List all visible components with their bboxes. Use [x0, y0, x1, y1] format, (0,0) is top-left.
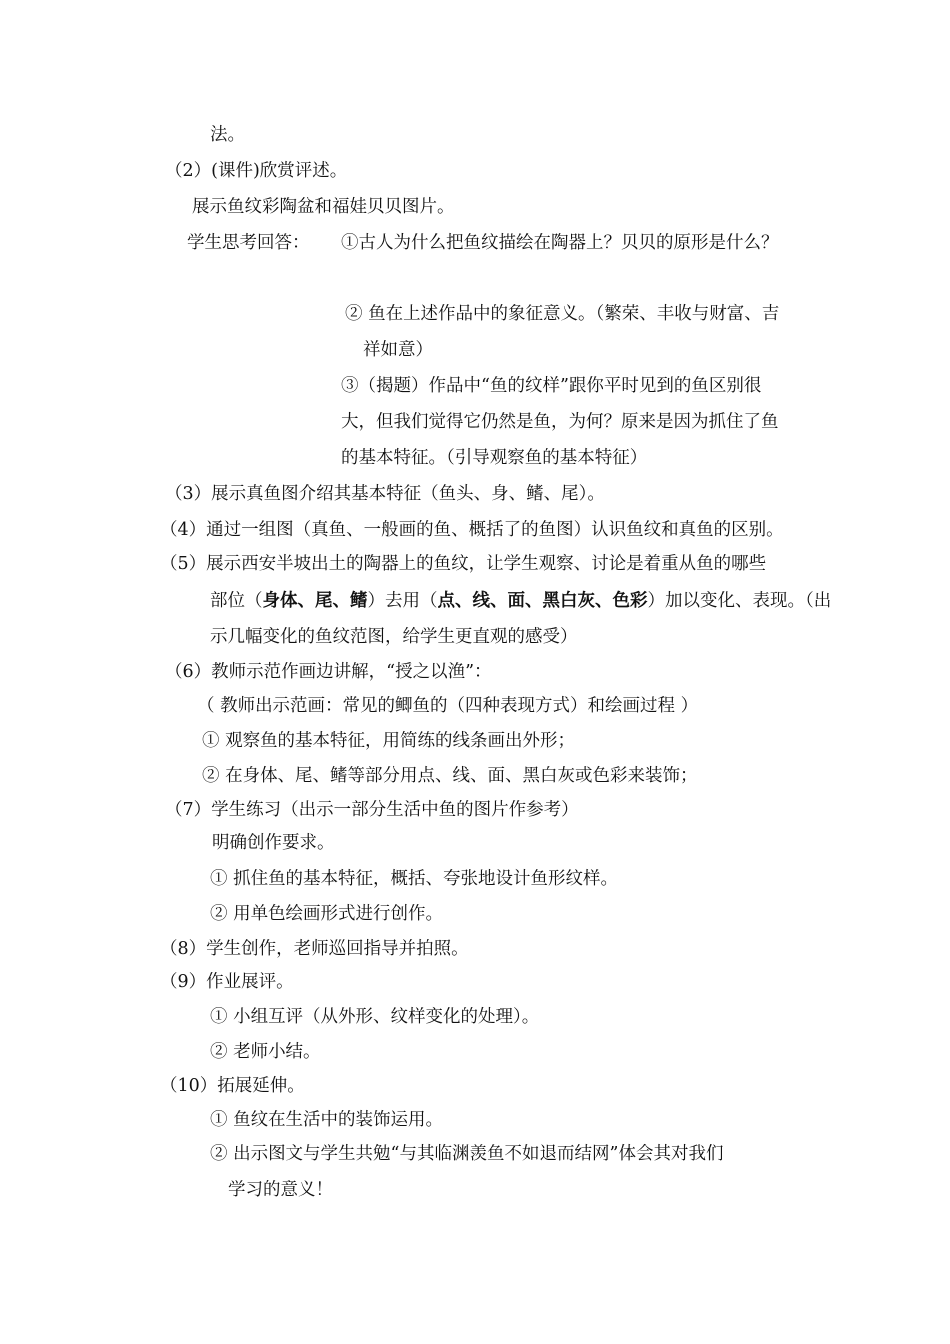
text-line: ① 抓住鱼的基本特征，概括、夸张地设计鱼形纹样。 — [210, 869, 619, 889]
text-line: （ 教师出示范画：常见的鲫鱼的（四种表现方式）和绘画过程 ） — [197, 696, 699, 716]
text-line: ② 在身体、尾、鳍等部分用点、线、面、黑白灰或色彩来装饰； — [202, 766, 698, 786]
text-line: （5）展示西安半坡出土的陶器上的鱼纹，让学生观察、讨论是着重从鱼的哪些 — [160, 554, 767, 574]
text-line: （2）(课件)欣赏评述。 — [165, 161, 348, 181]
text-line: 祥如意） — [363, 340, 433, 360]
text-line: ② 用单色绘画形式进行创作。 — [210, 904, 444, 924]
text-line: 示几幅变化的鱼纹范图，给学生更直观的感受） — [210, 627, 578, 647]
text-line: （4）通过一组图（真鱼、一般画的鱼、概括了的鱼图）认识鱼纹和真鱼的区别。 — [160, 520, 784, 540]
text-line: 展示鱼纹彩陶盆和福娃贝贝图片。 — [192, 197, 455, 217]
text-line: （3）展示真鱼图介绍其基本特征（鱼头、身、鳍、尾）。 — [165, 484, 605, 504]
bold-run: 身体、尾、鳍 — [262, 591, 368, 611]
text-run: ）去用（ — [367, 591, 438, 611]
text-line: （8）学生创作，老师巡回指导并拍照。 — [160, 939, 469, 959]
text-line: ② 鱼在上述作品中的象征意义。（繁荣、丰收与财富、吉 — [345, 304, 780, 324]
text-line: 学习的意义！ — [228, 1180, 333, 1200]
text-line: ① 小组互评（从外形、纹样变化的处理）。 — [210, 1007, 540, 1027]
text-run: ）加以变化、表现。（出 — [647, 591, 832, 611]
text-run: 部位（ — [210, 591, 263, 611]
text-line: 学生思考回答： — [187, 233, 310, 253]
text-line: ①古人为什么把鱼纹描绘在陶器上？贝贝的原形是什么？ — [341, 233, 779, 253]
text-line: ① 鱼纹在生活中的装饰运用。 — [210, 1110, 444, 1130]
text-line — [210, 589, 831, 613]
text-line: （6）教师示范作画边讲解，“授之以渔”： — [165, 662, 492, 682]
text-line: ② 出示图文与学生共勉“与其临渊羡鱼不如退而结网”体会其对我们 — [210, 1144, 724, 1164]
text-line: 法。 — [210, 125, 245, 145]
text-line: （10）拓展延伸。 — [160, 1076, 305, 1096]
text-line: 大，但我们觉得它仍然是鱼，为何？原来是因为抓住了鱼 — [341, 412, 779, 432]
text-line: 的基本特征。（引导观察鱼的基本特征） — [341, 448, 648, 468]
text-line: ① 观察鱼的基本特征，用简练的线条画出外形； — [202, 731, 576, 751]
text-line: （7）学生练习（出示一部分生活中鱼的图片作参考） — [165, 800, 579, 820]
text-line: 明确创作要求。 — [212, 833, 335, 853]
bold-run: 点、线、面、黑白灰、色彩 — [437, 591, 648, 611]
text-line: （9）作业展评。 — [160, 972, 294, 992]
text-line: ③（揭题）作品中“鱼的纹样”跟你平时见到的鱼区别很 — [341, 376, 762, 396]
text-line: ② 老师小结。 — [210, 1042, 321, 1062]
